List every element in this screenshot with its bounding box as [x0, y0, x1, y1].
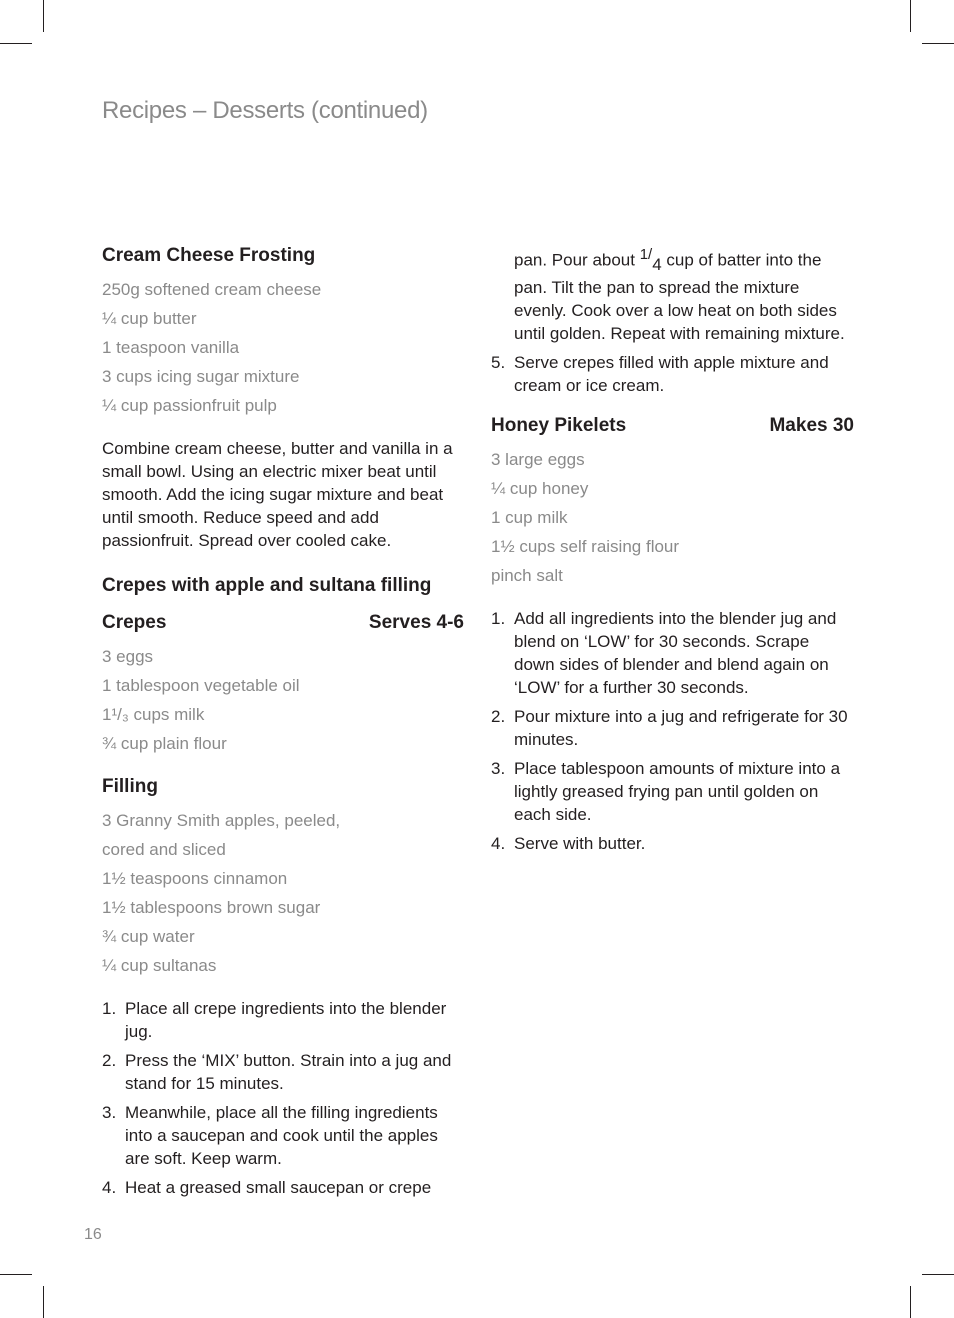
- filling-heading: Filling: [102, 776, 158, 797]
- ingredient-item: 1¹/₃ cups milk: [102, 705, 205, 724]
- step-number: 1.: [491, 609, 506, 629]
- ingredient-item: 1½ tablespoons brown sugar: [102, 898, 321, 917]
- step-text: Place all crepe ingredients into the blender jug.: [125, 999, 447, 1041]
- step-text: Serve crepes filled with apple mixture and cream or ice cream.: [514, 353, 829, 396]
- crop-mark: [910, 0, 911, 32]
- crop-mark: [0, 1274, 32, 1275]
- pikelets-ingredients: [491, 445, 853, 590]
- ingredient-item: 1 cup milk: [491, 508, 568, 528]
- step-number: 5.: [491, 353, 506, 373]
- frosting-heading: Cream Cheese Frosting: [102, 245, 316, 266]
- ingredient-item: ¾ cup plain flour: [102, 734, 227, 753]
- crop-mark: [922, 1274, 954, 1275]
- crop-mark: [922, 43, 954, 44]
- step-number: 2.: [102, 1051, 117, 1070]
- ingredient-item: 3 large eggs: [491, 450, 585, 470]
- crop-mark: [0, 43, 32, 44]
- step-item: [102, 1101, 464, 1170]
- step-item: [102, 997, 464, 1043]
- ingredient-item: 1 teaspoon vanilla: [102, 338, 240, 357]
- ingredient-item: 1½ teaspoons cinnamon: [102, 869, 288, 888]
- step-number: 3.: [491, 759, 506, 779]
- step-text: Add all ingredients into the blender jug and blend on ‘LOW’ for 30 seconds. Scrape down sides of blender and blend again on ‘LOW’ for a further 30 seconds.: [514, 609, 837, 698]
- step-number: 4.: [491, 834, 506, 854]
- ingredient-item: ¼ cup sultanas: [102, 956, 217, 975]
- fraction-numerator: 1/: [639, 246, 653, 263]
- ingredient-item: 3 cups icing sugar mixture: [102, 367, 300, 386]
- step-number: 4.: [102, 1178, 117, 1197]
- ingredient-item: ¼ cup butter: [102, 309, 197, 328]
- filling-ingredients: [102, 806, 464, 980]
- crepes-heading-row: [102, 610, 464, 636]
- step-item: [491, 705, 853, 751]
- left-column: [102, 243, 464, 1205]
- pikelets-makes: Makes 30: [769, 415, 854, 437]
- step-text: Pour mixture into a jug and refrigerate for 30 minutes.: [514, 707, 848, 750]
- right-column: [491, 243, 853, 861]
- page-title: Recipes – Desserts (continued): [102, 97, 428, 124]
- crop-mark: [43, 0, 44, 32]
- ingredient-item: pinch salt: [491, 566, 563, 586]
- frosting-method: Combine cream cheese, butter and vanilla in a small bowl. Using an electric mixer beat until smooth. Add the icing sugar mixture and beat until smooth. Reduce speed and add passionfruit. Spread over cooled cake.: [102, 439, 453, 550]
- step4-continuation: [491, 243, 853, 345]
- pikelets-heading: Honey Pikelets: [491, 415, 627, 437]
- ingredient-item: ¾ cup water: [102, 927, 195, 946]
- crepes-section-heading: Crepes with apple and sultana filling: [102, 575, 432, 596]
- ingredient-item: cored and sliced: [102, 840, 226, 859]
- crop-mark: [43, 1286, 44, 1318]
- fraction-denominator: 4: [652, 255, 662, 275]
- step-item: [491, 607, 853, 699]
- frosting-ingredients: [102, 275, 464, 420]
- step-number: 3.: [102, 1103, 117, 1122]
- step-item: [491, 757, 853, 826]
- crepes-ingredients: [102, 642, 464, 758]
- step-text: Place tablespoon amounts of mixture into a lightly greased frying pan until golden on each side.: [514, 759, 841, 825]
- crepes-heading: Crepes: [102, 612, 167, 633]
- step4-text-after: cup of batter into the pan. Tilt the pan to spread the mixture evenly. Cook over a low heat on both sides until golden. Repeat with remaining mixture.: [514, 250, 845, 344]
- ingredient-item: ¼ cup passionfruit pulp: [102, 396, 277, 415]
- step-number: 1.: [102, 999, 117, 1018]
- ingredient-item: 3 Granny Smith apples, peeled,: [102, 811, 341, 830]
- crepes-steps: [102, 997, 464, 1199]
- crepes-serves: Serves 4-6: [368, 612, 464, 633]
- pikelets-steps: [491, 607, 853, 855]
- ingredient-item: 1 tablespoon vegetable oil: [102, 676, 300, 695]
- ingredient-item: ¼ cup honey: [491, 479, 589, 499]
- step-item: [102, 1049, 464, 1095]
- crop-mark: [910, 1286, 911, 1318]
- step-item: [102, 1176, 464, 1199]
- pikelets-heading-row: [491, 413, 853, 439]
- ingredient-item: 250g softened cream cheese: [102, 280, 322, 299]
- step-text: Meanwhile, place all the filling ingredients into a saucepan and cook until the apples are soft. Keep warm.: [125, 1103, 438, 1168]
- step-item: [491, 351, 853, 397]
- ingredient-item: 1½ cups self raising flour: [491, 537, 680, 557]
- step-number: 2.: [491, 707, 506, 727]
- step-text: Heat a greased small saucepan or crepe: [125, 1178, 432, 1197]
- page-number: 16: [84, 1226, 102, 1243]
- crepes-steps-continued: [491, 351, 853, 397]
- step-item: [491, 832, 853, 855]
- ingredient-item: 3 eggs: [102, 647, 154, 666]
- step4-text-before: pan. Pour about: [514, 250, 640, 270]
- step-text: Press the ‘MIX’ button. Strain into a jug and stand for 15 minutes.: [125, 1051, 452, 1093]
- step-text: Serve with butter.: [514, 834, 646, 854]
